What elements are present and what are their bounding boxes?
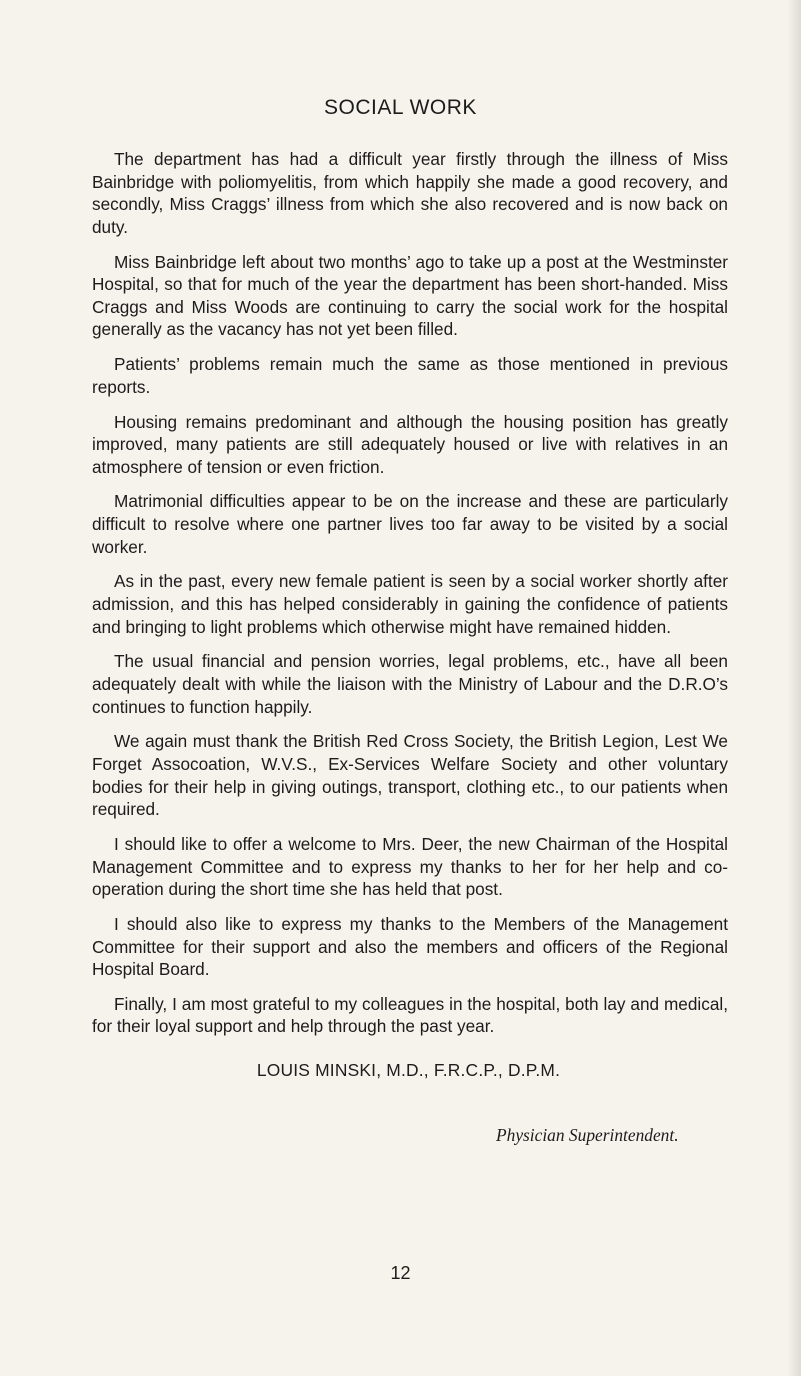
paragraph-2: Miss Bainbridge left about two months’ ago to take up a post at the Westminster Hospital, so that for much of the year the department has been short-handed. Miss Craggs and Miss Woods are continuing to carry the social work for the hospital generally as the vacancy has not yet been filled.: [92, 251, 728, 340]
paragraph-3: Patients’ problems remain much the same as those mentioned in previous reports.: [92, 354, 728, 397]
paragraph-7: The usual financial and pension worries, legal problems, etc., have all been adequately dealt with while the liaison with the Ministry of Labour and the D.R.O’s continues to function happily.: [92, 651, 728, 717]
body-text: [92, 148, 728, 1050]
paragraph-8: We again must thank the British Red Cross Society, the British Legion, Lest We Forget Assocoation, W.V.S., Ex-Services Welfare Society and other voluntary bodies for their help in giving outings, transport, clothing etc., to our patients when required.: [92, 731, 728, 820]
signatory-role: Physician Superintendent.: [496, 1125, 679, 1145]
paragraph-10: I should also like to express my thanks to the Members of the Management Committee for their support and also the members and officers of the Regional Hospital Board.: [92, 913, 728, 980]
paragraph-9: I should like to offer a welcome to Mrs. Deer, the new Chairman of the Hospital Management Committee and to express my thanks to her for her help and co-operation during the short time she has held that post.: [92, 833, 728, 900]
paragraph-6: As in the past, every new female patient is seen by a social worker shortly after admission, and this has helped considerably in gaining the confidence of patients and bringing to light problems which otherwise might have remained hidden.: [92, 571, 728, 637]
paragraph-5: Matrimonial difficulties appear to be on the increase and these are particularly difficult to resolve where one partner lives too far away to be visited by a social worker.: [92, 491, 728, 557]
paragraph-11: Finally, I am most grateful to my colleagues in the hospital, both lay and medical, for their loyal support and help through the past year.: [92, 993, 728, 1037]
page-edge-shadow: [787, 0, 801, 1376]
signature-line: LOUIS MINSKI, M.D., F.R.C.P., D.P.M.: [256, 1060, 561, 1080]
paragraph-1: The department has had a difficult year firstly through the illness of Miss Bainbridge with poliomyelitis, from which happily she made a good recovery, and secondly, Miss Craggs’ illness from which she also recovered and is now back on duty.: [92, 149, 728, 237]
page-number: 12: [390, 1263, 411, 1283]
paragraph-4: Housing remains predominant and although the housing position has greatly improved, many patients are still adequately housed or live with relatives in an atmosphere of tension or even friction.: [92, 411, 728, 477]
section-title: SOCIAL WORK: [324, 96, 477, 119]
